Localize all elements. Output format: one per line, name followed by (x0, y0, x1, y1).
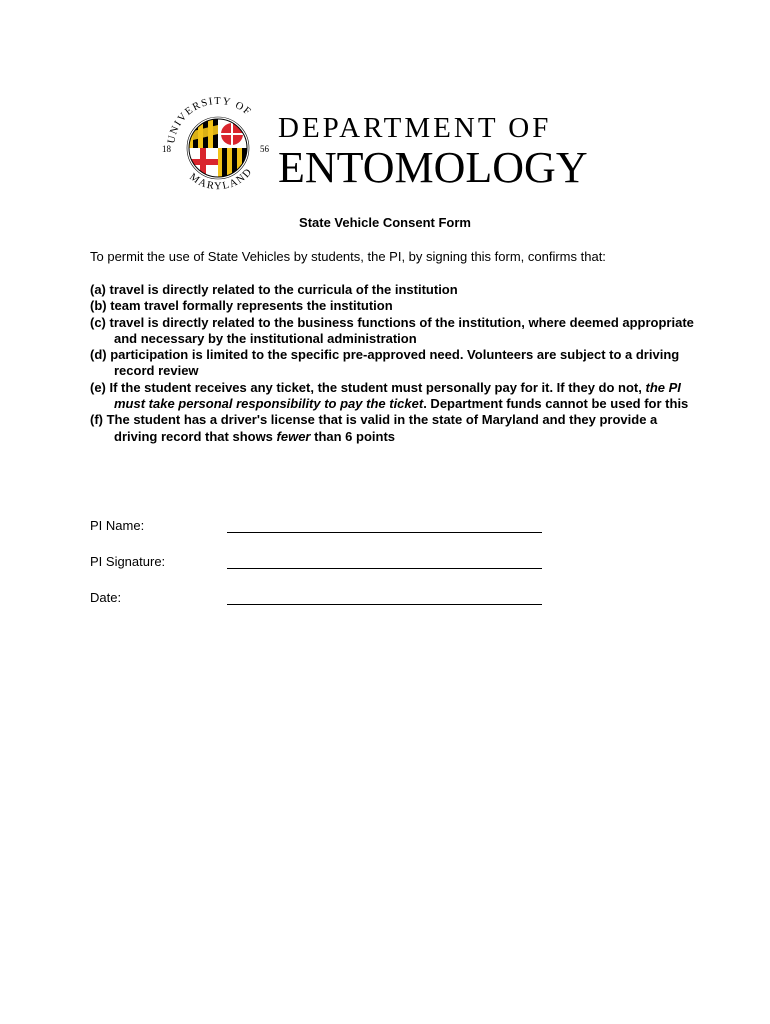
intro-text: To permit the use of State Vehicles by students, the PI, by signing this form, confirms that: (90, 249, 606, 264)
svg-text:UNIVERSITY OF: UNIVERSITY OF (166, 95, 254, 145)
condition-e-italic: the PI must take personal responsibility to pay the ticket (114, 379, 681, 412)
condition-f-italic: fewer (276, 428, 311, 444)
date-label: Date: (90, 590, 122, 605)
seal-year-left: 18 (162, 144, 171, 154)
entomology-heading: ENTOMOLOGY (278, 143, 588, 192)
pi-name-field (90, 518, 560, 538)
condition-b: (b) team travel formally represents the institution (90, 298, 393, 314)
university-seal-logo (160, 82, 276, 206)
condition-f-text-1: (f) The student has a driver's license that is valid in the state of Maryland and they provide a driving record that shows (90, 412, 658, 444)
department-of-heading: DEPARTMENT OF (278, 112, 552, 144)
date-field (90, 590, 560, 610)
condition-c: (c) travel is directly related to the business functions of the institution, where deemed appropriate and necessary by the institutional administration (90, 314, 694, 346)
condition-a: (a) travel is directly related to the curricula of the institution (90, 282, 458, 297)
pi-name-label: PI Name: (90, 518, 145, 533)
condition-e-text-1: (e) If the student receives any ticket, the student must personally pay for it. If they do not, (90, 379, 646, 395)
letterhead (160, 82, 610, 208)
condition-d: (d) participation is limited to the specific pre-approved need. Volunteers are subject to a driving record review (90, 347, 680, 379)
date-line[interactable] (227, 604, 542, 605)
conditions-list (90, 282, 700, 445)
pi-signature-field (90, 554, 560, 574)
pi-signature-line[interactable] (227, 568, 542, 569)
condition-e-text-2: . Department funds cannot be used for this (423, 396, 689, 412)
condition-f-text-2: than 6 points (310, 428, 395, 444)
condition-f (90, 412, 700, 445)
seal-year-right: 56 (260, 144, 269, 154)
svg-text:MARYLAND: MARYLAND (187, 165, 256, 193)
form-title: State Vehicle Consent Form (299, 215, 471, 230)
condition-e (90, 380, 700, 413)
pi-signature-label: PI Signature: (90, 554, 166, 569)
pi-name-line[interactable] (227, 532, 542, 533)
